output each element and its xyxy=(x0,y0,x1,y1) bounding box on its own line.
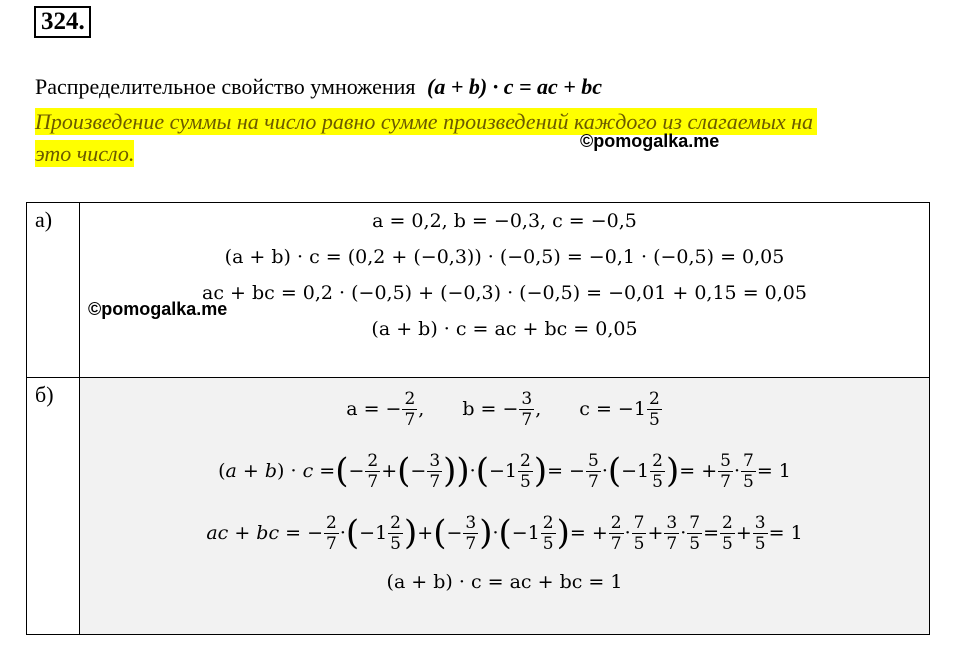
value-c-prefix: c = −1 xyxy=(579,398,646,420)
fraction: $\frac{2}{7}$ xyxy=(404,388,416,430)
part-a-line-1: a = 0,2, b = −0,3, c = −0,5 xyxy=(372,210,637,232)
rule-text: Распределительное свойство умножения xyxy=(35,74,416,99)
fraction: $\frac{2}{5}$ xyxy=(648,388,660,430)
solution-table xyxy=(26,202,930,635)
solution-row-a xyxy=(27,203,930,378)
part-b-label: б) xyxy=(27,378,80,635)
part-b-line-4: (a + b) · c = ac + bc = 1 xyxy=(386,571,623,593)
part-a-line-3: ac + bc = 0,2 · (−0,5) + (−0,3) · (−0,5) = −0,01 + 0,15 = 0,05 xyxy=(202,282,807,304)
task-number: 324. xyxy=(34,6,91,38)
part-a-content xyxy=(80,203,930,378)
watermark: ©pomogalka.me xyxy=(580,131,720,151)
part-a-line-4: (a + b) · c = ac + bc = 0,05 xyxy=(371,318,638,340)
part-a-label: а) xyxy=(27,203,80,378)
value-b-prefix: b = − xyxy=(462,398,519,420)
solution-row-b xyxy=(27,378,930,635)
watermark: ©pomogalka.me xyxy=(88,299,228,319)
part-b-content xyxy=(80,378,930,635)
part-a-line-2: (a + b) · c = (0,2 + (−0,3)) · (−0,5) = −0,1 · (−0,5) = 0,05 xyxy=(224,246,785,268)
part-b-line-2: (a + b) · c = ( − $\frac{2}{7}$ + ( − $\frac{3}{7}$ )) · ( −1 $\frac{2}{5}$ ) = − $\frac{5}{7}$ · ( −1 $\frac{2}{5}$ ) = + $\frac{5}{7}$ · $\frac{7}{5}$ = 1 xyxy=(218,450,791,492)
value-a-prefix: a = − xyxy=(346,398,402,420)
rule-highlight-line-1: Произведение суммы на число равно сумме произведений каждого из слагаемых на xyxy=(35,108,817,135)
rule-highlight-line-2: это число. xyxy=(35,141,135,166)
part-b-line-3: ac + bc = − $\frac{2}{7}$ · ( −1 $\frac{2}{5}$ ) + ( − $\frac{3}{7}$ ) · ( −1 $\frac{2}{5}$ ) = + $\frac{2}{7}$ · $\frac{7}{5}$ + $\frac{3}{7}$ · $\frac{7}{5}$ = $\frac{2}{5}$ + $\frac{3}{5}$ = 1 xyxy=(206,512,803,554)
rule-formula: (a + b) · c = ac + bc xyxy=(427,74,603,99)
rule-statement xyxy=(35,72,602,102)
fraction: $\frac{3}{7}$ xyxy=(521,388,533,430)
part-b-line-1: a = − $\frac{2}{7}$ , b = − $\frac{3}{7}$ , c = −1 $\frac{2}{5}$ xyxy=(346,388,660,430)
